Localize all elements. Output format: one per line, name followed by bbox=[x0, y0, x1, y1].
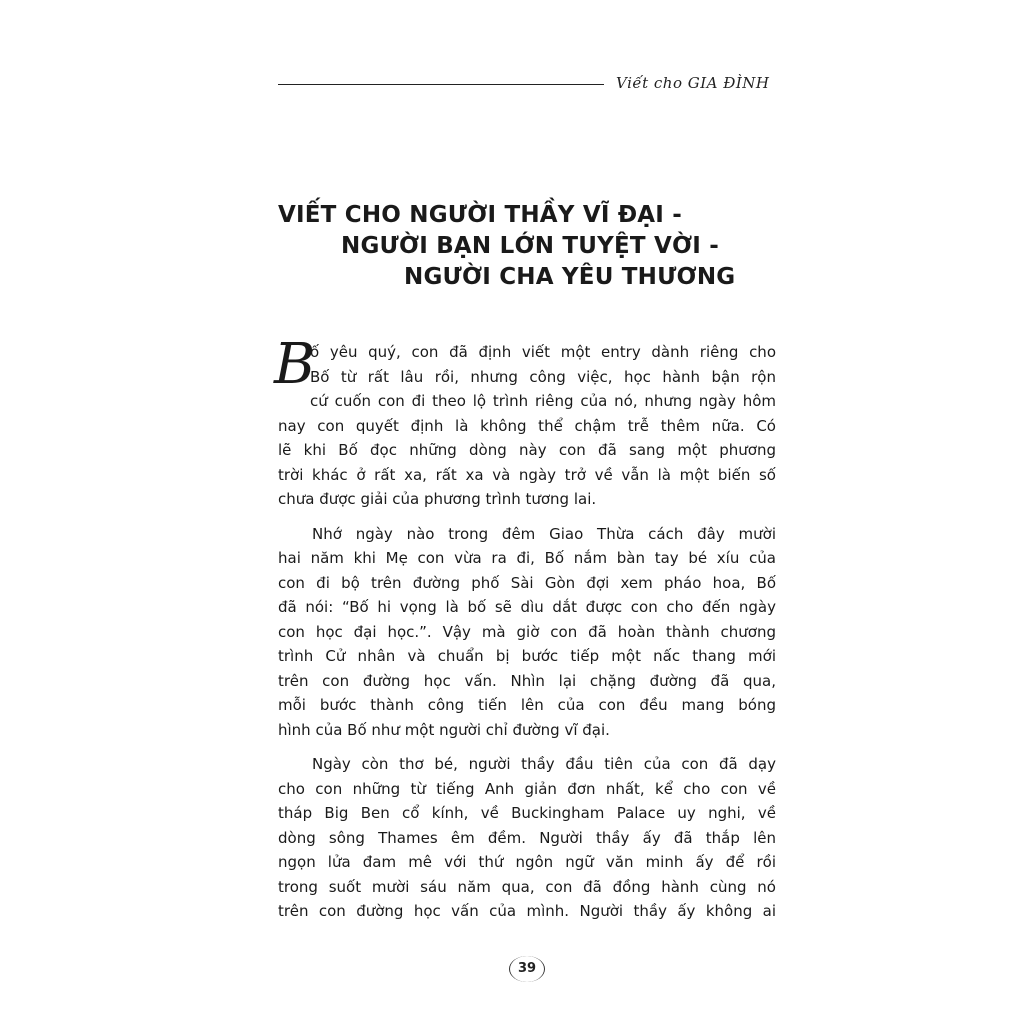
text-line: hình của Bố như một người chỉ đường vĩ đại. bbox=[278, 720, 610, 739]
paragraph-2 bbox=[278, 522, 776, 743]
text-line: con đi bộ trên đường phố Sài Gòn đợi xem pháo hoa, Bố bbox=[278, 573, 776, 592]
text-line: dòng sông Thames êm đềm. Người thầy ấy đã thắp lên bbox=[278, 828, 776, 847]
text-line: lẽ khi Bố đọc những dòng này con đã sang một phương bbox=[278, 441, 776, 459]
title-line-2: NGƯỜI BẠN LỚN TUYỆT VỜI - bbox=[341, 233, 720, 259]
text-line: con học đại học.”. Vậy mà giờ con đã hoàn thành chương bbox=[278, 622, 776, 641]
drop-cap: B bbox=[274, 332, 316, 397]
text-line: cứ cuốn con đi theo lộ trình riêng của nó, nhưng ngày hôm bbox=[310, 392, 776, 410]
text-line: chưa được giải của phương trình tương lai. bbox=[278, 490, 597, 508]
text-line: cho con những từ tiếng Anh giản đơn nhất, kể cho con về bbox=[278, 779, 776, 798]
paragraph-1 bbox=[274, 332, 776, 512]
page-number: 39 bbox=[509, 956, 545, 982]
text-line: mỗi bước thành công tiến lên của con đều mang bóng bbox=[278, 696, 776, 714]
text-line: trời khác ở rất xa, rất xa và ngày trở về vẫn là một biến số bbox=[278, 465, 776, 484]
chapter-title bbox=[278, 200, 748, 293]
header-rule bbox=[278, 84, 604, 85]
text-line: ngọn lửa đam mê với thứ ngôn ngữ văn minh ấy để rồi bbox=[278, 853, 776, 871]
text-line: trên con đường học vấn. Nhìn lại chặng đường đã qua, bbox=[278, 671, 776, 690]
title-line-3: NGƯỜI CHA YÊU THƯƠNG bbox=[404, 264, 736, 290]
text-line: trên con đường học vấn của mình. Người thầy ấy không ai bbox=[278, 902, 776, 920]
text-line: nay con quyết định là không thể chậm trễ thêm nữa. Có bbox=[278, 416, 776, 435]
text-line: trong suốt mười sáu năm qua, con đã đồng hành cùng nó bbox=[278, 877, 776, 896]
body-text bbox=[274, 332, 776, 934]
text-line: ố yêu quý, con đã định viết một entry dành riêng cho bbox=[310, 343, 776, 361]
running-header: Viết cho GIA ĐÌNH bbox=[616, 74, 770, 92]
text-line: Ngày còn thơ bé, người thầy đầu tiên của con đã dạy bbox=[312, 755, 776, 773]
text-line: Bố từ rất lâu rồi, nhưng công việc, học hành bận rộn bbox=[310, 367, 776, 386]
title-line-1: VIẾT CHO NGƯỜI THẦY VĨ ĐẠI - bbox=[278, 202, 683, 228]
text-line: tháp Big Ben cổ kính, về Buckingham Palace uy nghi, về bbox=[278, 804, 776, 822]
text-line: hai năm khi Mẹ con vừa ra đi, Bố nắm bàn tay bé xíu của bbox=[278, 549, 776, 567]
text-line: đã nói: “Bố hi vọng là bố sẽ dìu dắt được con cho đến ngày bbox=[278, 598, 776, 616]
text-line: trình Cử nhân và chuẩn bị bước tiếp một nấc thang mới bbox=[278, 647, 776, 665]
text-line: Nhớ ngày nào trong đêm Giao Thừa cách đây mười bbox=[312, 524, 776, 543]
paragraph-3 bbox=[278, 752, 776, 924]
